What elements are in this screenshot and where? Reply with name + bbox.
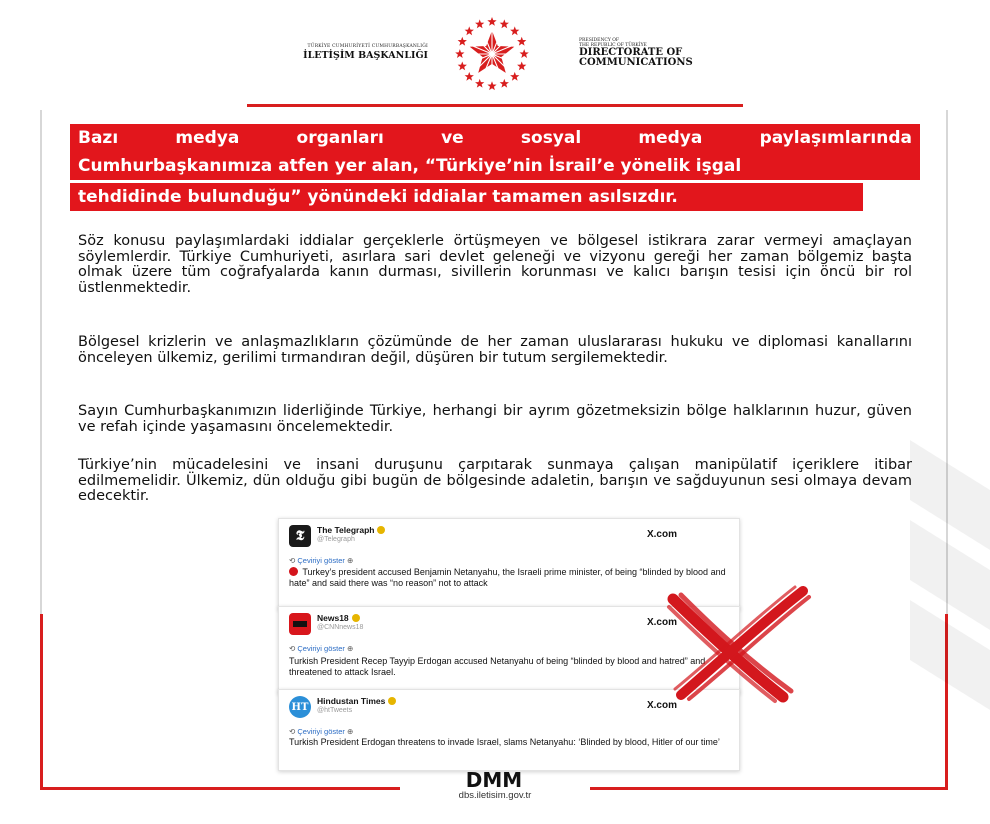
source-label: X.com: [646, 529, 677, 540]
header-right-title-2: COMMUNICATIONS: [579, 57, 693, 68]
headline-word: sosyal: [520, 128, 582, 148]
header-right-logotype: [579, 38, 759, 68]
account-handle: @Telegraph: [317, 536, 355, 543]
red-circle-icon: [289, 567, 298, 576]
red-cross-icon: [655, 585, 815, 705]
translate-icon: ⟲: [289, 727, 298, 736]
verified-badge-icon: [388, 697, 396, 705]
headline-word: paylaşımlarında: [759, 128, 912, 148]
tweet-text: Turkish President Recep Tayyip Erdogan accused Netanyahu of being “blinded by blood and hatred” and threatened to attack Israel.: [289, 656, 706, 677]
account-name: The Telegraph: [317, 525, 385, 535]
dmm-logo: [442, 770, 546, 790]
headline-word: ve: [441, 128, 464, 148]
headline-line-2: Cumhurbaşkanımıza atfen yer alan, “Türkiye’nin İsrail’e yönelik işgal: [70, 152, 920, 180]
top-divider: [247, 104, 743, 107]
telegraph-avatar: 𝕿: [289, 525, 311, 547]
account-name: News18: [317, 613, 360, 623]
header-right-small-2: THE REPUBLIC OF TÜRKİYE: [579, 43, 647, 48]
globe-icon: ⊕: [344, 644, 354, 653]
headline-line-3: tehdidinde bulunduğu” yönündeki iddialar tamamen asılsızdır.: [70, 183, 863, 211]
presidential-seal-icon: [453, 15, 531, 93]
headline-line-1: [70, 124, 920, 152]
globe-icon: ⊕: [344, 727, 354, 736]
body-paragraph-4: Türkiye’nin mücadelesini ve insani duruşunu çarpıtarak sunmaya çalışan manipülatif içeriklere itibar edilmemelidir. Ülkemiz, dün olduğu gibi bugün de bölgesinde adaletin, barışın ve sağduyunun sesi olmaya devam edecektir.: [78, 457, 912, 504]
body-paragraph-2: Bölgesel krizlerin ve anlaşmazlıkların çözümünde de her zaman uluslararası hukuku ve diplomasi kanallarını önceleyen ülkemiz, gerilimi tırmandıran değil, düşüren bir tutum sergilemektedir.: [78, 334, 912, 366]
headline-word: medya: [638, 128, 703, 148]
header-left-logotype: [268, 44, 428, 61]
header-right-small-1: PRESIDENCY OF: [579, 38, 620, 43]
account-handle: @CNNnews18: [317, 624, 364, 631]
header-right-title-1: DIRECTORATE OF: [579, 47, 683, 58]
translate-icon: ⟲: [289, 644, 298, 653]
show-translation-link[interactable]: ⟲ Çeviriyi göster ⊕: [289, 727, 354, 736]
headline-word: Bazı: [78, 128, 119, 148]
headline-word: medya: [175, 128, 240, 148]
header-left-title: İLETİŞİM BAŞKANLIĞI: [303, 50, 428, 61]
body-paragraph-1: Söz konusu paylaşımlardaki iddialar gerçeklerle örtüşmeyen ve bölgesel istikrara zarar vermeyi amaçlayan söylemlerdir. Türkiye Cumhuriyeti, asırlara sari devlet geleneği ve vizyonu gereği her zaman bölgemiz başta olmak üzere tüm coğrafyalarda kanın durması, sivillerin korunması ve kalıcı barışın tesisi için öncü bir rol üstlenmektedir.: [78, 233, 912, 296]
frame-left-accent: [40, 614, 43, 790]
body-paragraph-3: Sayın Cumhurbaşkanımızın liderliğinde Türkiye, herhangi bir ayrım gözetmeksizin bölge halklarının huzur, güven ve refah içinde yaşamasını öncelemektedir.: [78, 403, 912, 435]
show-translation-link[interactable]: ⟲ Çeviriyi göster ⊕: [289, 556, 354, 565]
dmm-logo-text: DMM: [465, 770, 523, 790]
footer-url: dbs.iletisim.gov.tr: [458, 790, 532, 801]
news18-avatar: [289, 613, 311, 635]
verified-badge-icon: [377, 526, 385, 534]
hindustan-times-avatar: HT: [289, 696, 311, 718]
source-label: X.com: [646, 617, 677, 628]
source-label: X.com: [646, 700, 677, 711]
tweet-text: Turkey’s president accused Benjamin Netanyahu, the Israeli prime minister, of being “blinded by blood and hate” and said there was “no reason” not to attack: [289, 567, 726, 588]
headline-word: organları: [296, 128, 384, 148]
show-translation-link[interactable]: ⟲ Çeviriyi göster ⊕: [289, 644, 354, 653]
account-name: Hindustan Times: [317, 696, 396, 706]
account-handle: @htTweets: [317, 707, 353, 714]
header-left-small: TÜRKİYE CUMHURİYETİ CUMHURBAŞKANLIĞI: [307, 44, 428, 49]
globe-icon: ⊕: [344, 556, 354, 565]
translate-icon: ⟲: [289, 556, 298, 565]
verified-badge-icon: [352, 614, 360, 622]
tweet-text: Turkish President Erdogan threatens to invade Israel, slams Netanyahu: ‘Blinded by blood, Hitler of our time’: [289, 737, 720, 747]
